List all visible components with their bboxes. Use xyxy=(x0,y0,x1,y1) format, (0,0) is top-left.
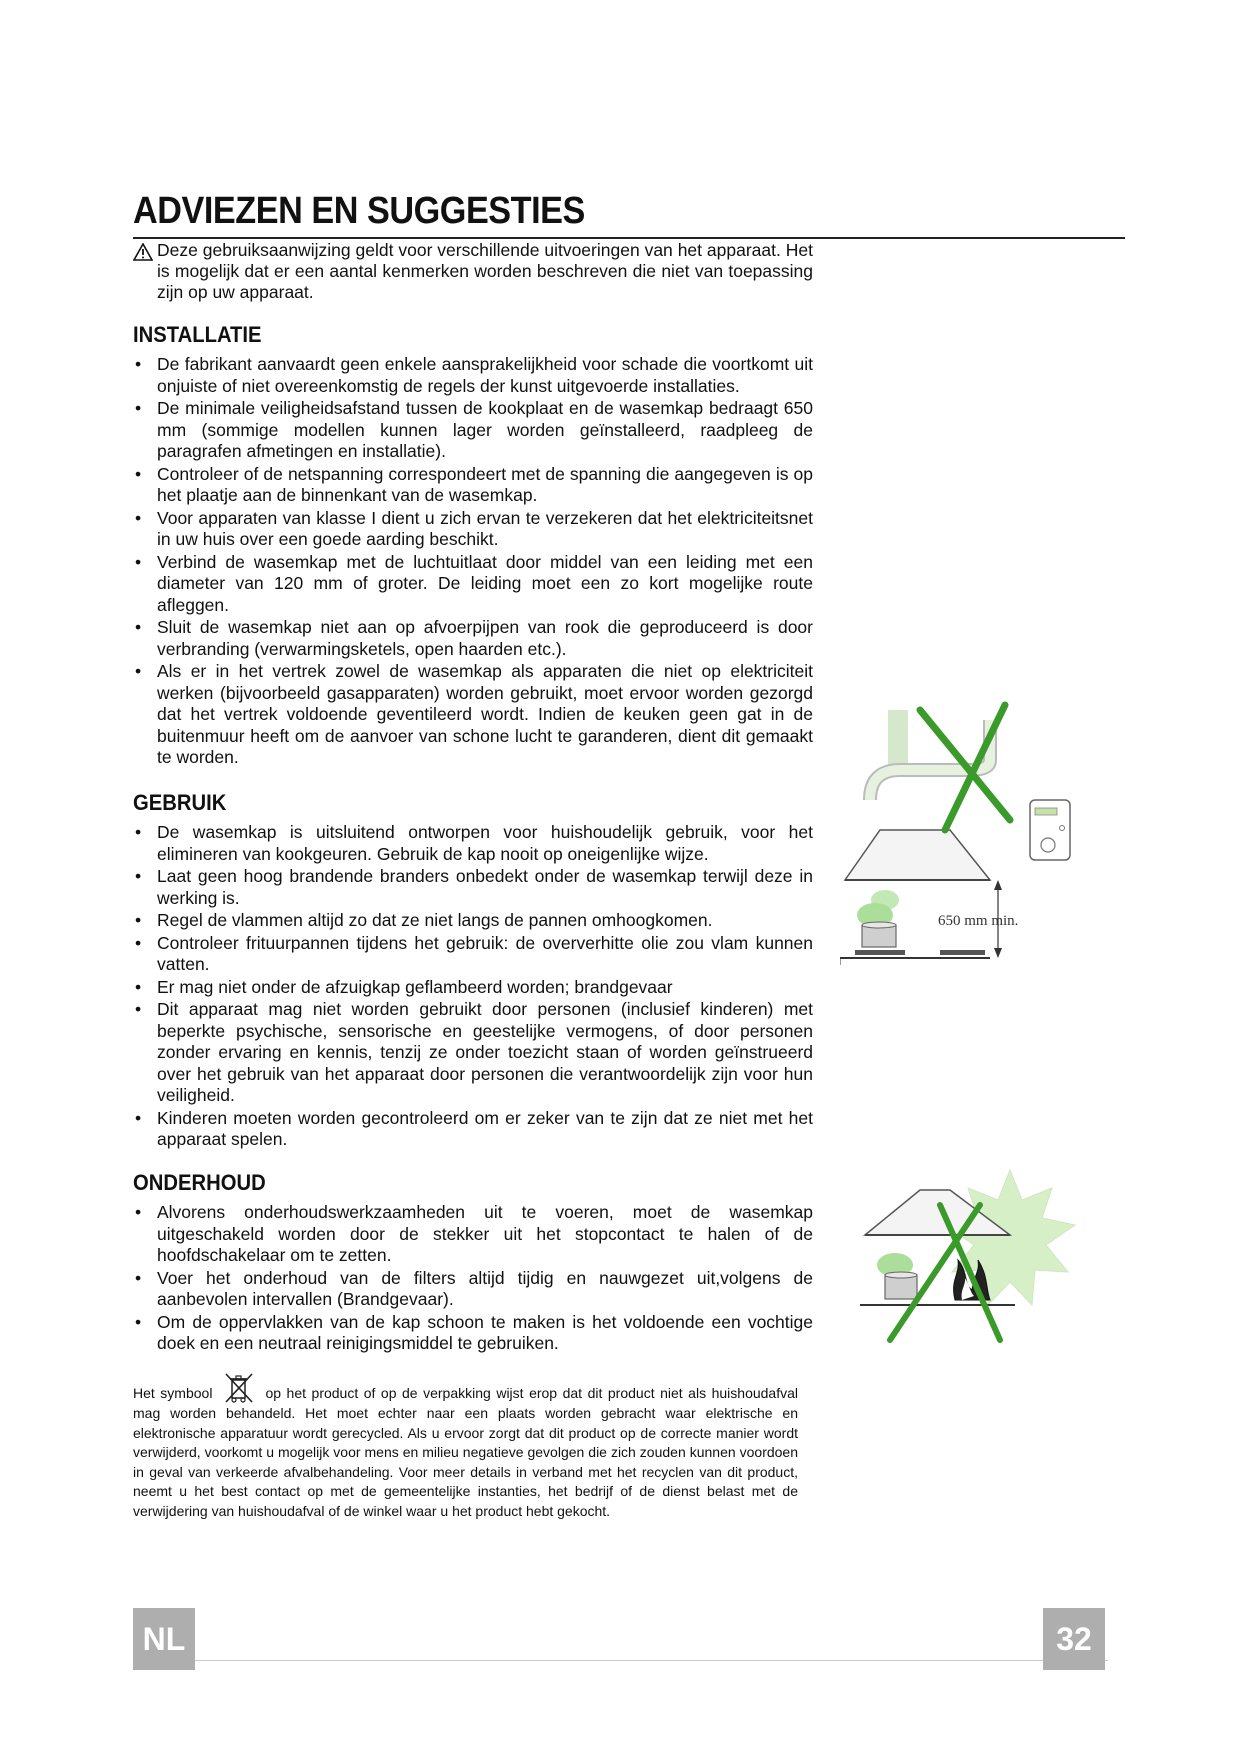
weee-text: op het product of op de verpakking wijst erop dat dit product niet als huishoudafval mag worden behandeld. Het moet echter naar een plaats worden gebracht waar elektrische en elektronische apparatuur wordt gerecycled. Als u ervoor zorgt dat dit product op de correcte manier wordt verwijderd, voorkomt u mogelijk voor mens en milieu negatieve gevolgen die zich zouden kunnen voordoen in geval van verkeerde afvalbehandeling. Voor meer details in verband met het recyclen van dit product, neemt u het best contact op met de gemeentelijke instanties, het bedrijf of de dienst belast met de verwijdering van huishoudafval of de winkel waar u het product hebt gekocht. xyxy=(133,1385,798,1519)
crossed-bin-icon xyxy=(222,1372,256,1404)
list-item: • Voer het onderhoud van de filters altijd tijdig en nauwgezet uit,volgens de aanbevolen intervallen (Brandgevaar). xyxy=(133,1268,813,1311)
list-item: • Laat geen hoog brandende branders onbedekt onder de wasemkap terwijl deze in werking is. xyxy=(133,866,813,909)
list-item: • Er mag niet onder de afzuigkap geflambeerd worden; brandgevaar xyxy=(133,977,813,999)
cooking-pot xyxy=(885,1272,917,1299)
warning-icon xyxy=(133,243,153,261)
list-item: • Regel de vlammen altijd zo dat ze niet langs de pannen omhoogkomen. xyxy=(133,910,813,932)
list-item: • De minimale veiligheidsafstand tussen de kookplaat en de wasemkap bedraagt 650 mm (sommige modellen kunnen lager worden geïnstalleerd, raadpleeg de paragrafen afmetingen en installatie). xyxy=(133,398,813,463)
weee-prefix: Het symbool xyxy=(133,1385,213,1401)
hood-distance-illustration xyxy=(840,700,1080,970)
language-badge: NL xyxy=(133,1608,195,1670)
heading-installatie: INSTALLATIE xyxy=(133,322,262,347)
list-item: • Alvorens onderhoudswerkzaamheden uit te voeren, moet de wasemkap uitgeschakeld worden door de stekker uit het stopcontact te halen of de hoofdschakelaar om te zetten. xyxy=(133,1202,813,1267)
weee-notice xyxy=(133,1372,798,1521)
list-gebruik xyxy=(133,822,813,1151)
dimension-label: 650 mm min. xyxy=(938,913,1019,929)
section-gebruik xyxy=(133,790,813,1152)
boiler-unit xyxy=(1030,800,1070,860)
list-item: • De wasemkap is uitsluitend ontworpen voor huishoudelijk gebruik, voor het elimineren van kookgeuren. Gebruik de kap nooit op oneigenlijke wijze. xyxy=(133,822,813,865)
list-item: • De fabrikant aanvaardt geen enkele aansprakelijkheid voor schade die voortkomt uit onjuiste of niet overeenkomstig de regels der kunst uitgevoerde installaties. xyxy=(133,354,813,397)
heading-gebruik: GEBRUIK xyxy=(133,790,227,815)
list-item: • Controleer of de netspanning correspondeert met de spanning die aangegeven is op het plaatje aan de binnenkant van de wasemkap. xyxy=(133,464,813,507)
footer-rule xyxy=(133,1660,1108,1661)
section-installatie xyxy=(133,322,813,770)
list-item: • Om de oppervlakken van de kap schoon te maken is het voldoende een vochtige doek en een neutraal reinigingsmiddel te gebruiken. xyxy=(133,1312,813,1355)
intro-text: Deze gebruiksaanwijzing geldt voor verschillende uitvoeringen van het apparaat. Het is mogelijk dat er een aantal kenmerken worden beschreven die niet van toepassing zijn op uw apparaat. xyxy=(157,240,813,302)
cooking-pot xyxy=(862,922,896,947)
list-item: • Verbind de wasemkap met de luchtuitlaat door middel van een leiding met een diameter van 120 mm of groter. De leiding moet een zo kort mogelijke route afleggen. xyxy=(133,552,813,617)
intro-note xyxy=(133,240,813,303)
page-number: 32 xyxy=(1043,1608,1105,1670)
title-divider xyxy=(133,237,1125,239)
list-installatie xyxy=(133,354,813,769)
list-item: • Dit apparaat mag niet worden gebruikt door personen (inclusief kinderen) met beperkte psychische, sensorische en geestelijke vermogens, of door personen zonder ervaring en kennis, tenzij ze onder toezicht staan of worden geïnstrueerd over het gebruik van het apparaat door personen die verantwoordelijk zijn voor hun veiligheid. xyxy=(133,999,813,1107)
list-item: • Kinderen moeten worden gecontroleerd om er zeker van te zijn dat ze niet met het apparaat spelen. xyxy=(133,1108,813,1151)
heading-onderhoud: ONDERHOUD xyxy=(133,1170,266,1195)
list-onderhoud xyxy=(133,1202,813,1355)
page-title: ADVIEZEN EN SUGGESTIES xyxy=(133,190,585,232)
list-item: • Controleer frituurpannen tijdens het gebruik: de oververhitte olie zou vlam kunnen vatten. xyxy=(133,933,813,976)
list-item: • Als er in het vertrek zowel de wasemkap als apparaten die niet op elektriciteit werken (bijvoorbeeld gasapparaten) worden gebruikt, moet ervoor worden gezorgd dat het vertrek voldoende geventileerd wordt. Indien de keuken geen gat in de buitenmuur heeft om de aanvoer van schone lucht te garanderen, dient dit gemaakt te worden. xyxy=(133,661,813,769)
section-onderhoud xyxy=(133,1170,813,1356)
flambe-warning-illustration xyxy=(860,1150,1100,1350)
list-item: • Voor apparaten van klasse I dient u zich ervan te verzekeren dat het elektriciteitsnet in uw huis over een goede aarding beschikt. xyxy=(133,508,813,551)
list-item: • Sluit de wasemkap niet aan op afvoerpijpen van rook die geproduceerd is door verbranding (verwarmingsketels, open haarden etc.). xyxy=(133,617,813,660)
